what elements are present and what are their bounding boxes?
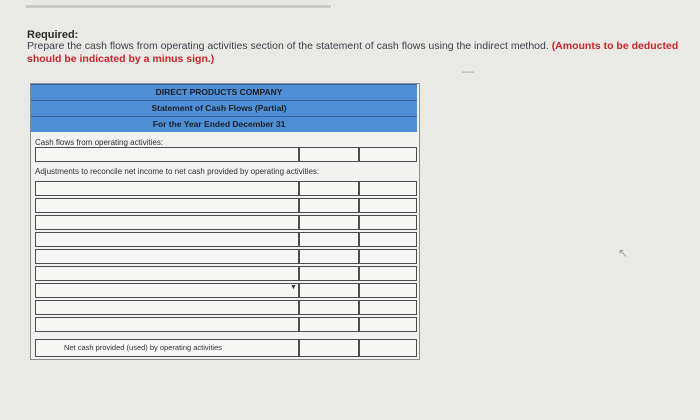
adjustment-row-9-label[interactable] [35,317,299,332]
required-heading: Required: [27,29,79,41]
cursor-icon: ↖ [618,246,629,260]
adjustment-row-5-label[interactable] [35,249,299,264]
net-income-amount-col2[interactable] [359,147,417,162]
adjustment-row-5-col2[interactable] [359,249,417,264]
instruction-highlight: (Amounts to be deducted should be indicated by a minus sign.) [27,40,679,65]
operating-activities-label: Cash flows from operating activities: [35,138,164,147]
adjustment-row-9-col2[interactable] [359,317,417,332]
net-income-label-input[interactable] [35,147,299,162]
adjustment-row-8-col2[interactable] [359,300,417,315]
adjustment-row-6-col2[interactable] [359,266,417,281]
instructions [27,40,687,66]
net-income-amount-col1[interactable] [299,147,359,162]
statement-period: For the Year Ended December 31 [152,119,286,129]
adjustment-row-1-col1[interactable] [299,181,359,196]
adjustment-row-6-col1[interactable] [299,266,359,281]
adjustment-row-3-col1[interactable] [299,215,359,230]
top-divider [26,5,331,8]
adjustment-row-3-col2[interactable] [359,215,417,230]
net-cash-label: Net cash provided (used) by operating activities [64,343,222,352]
adjustment-row-4-label[interactable] [35,232,299,247]
adjustments-label: Adjustments to reconcile net income to net cash provided by operating activities: [35,167,320,176]
adjustment-row-3-label[interactable] [35,215,299,230]
adjustment-row-4-col2[interactable] [359,232,417,247]
adjustment-row-2-label[interactable] [35,198,299,213]
adjustment-row-7-col1[interactable] [299,283,359,298]
adjustment-row-8-label[interactable] [35,300,299,315]
adjustment-row-1-label[interactable] [35,181,299,196]
adjustment-row-7-col2[interactable] [359,283,417,298]
stray-mark: — [462,64,474,78]
adjustment-row-5-col1[interactable] [299,249,359,264]
adjustment-row-2-col1[interactable] [299,198,359,213]
adjustment-row-9-col1[interactable] [299,317,359,332]
adjustment-row-1-col2[interactable] [359,181,417,196]
adjustment-row-4-col1[interactable] [299,232,359,247]
dropdown-arrow-icon[interactable]: ▼ [290,284,297,291]
company-name: DIRECT PRODUCTS COMPANY [155,87,283,97]
statement-header [31,84,417,132]
adjustment-row-6-label[interactable] [35,266,299,281]
statement-title: Statement of Cash Flows (Partial) [151,103,287,113]
adjustment-row-7-label[interactable] [35,283,299,298]
net-cash-label-cell [35,339,299,357]
adjustment-row-2-col2[interactable] [359,198,417,213]
instruction-text: Prepare the cash flows from operating activities section of the statement of cash flows using the indirect method. [27,40,549,52]
net-cash-amount-col1[interactable] [299,339,359,357]
net-cash-amount-col2[interactable] [359,339,417,357]
adjustment-row-8-col1[interactable] [299,300,359,315]
